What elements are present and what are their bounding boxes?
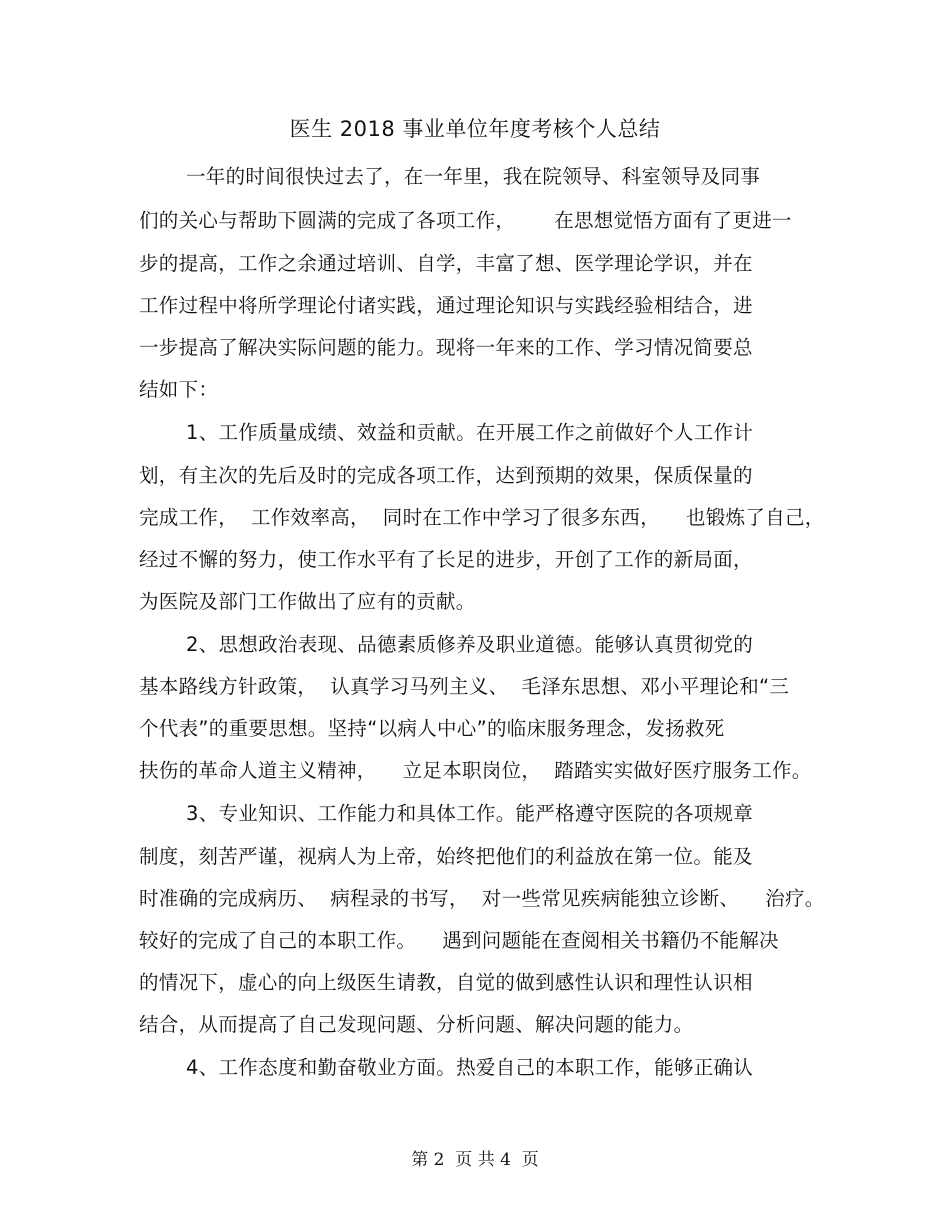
body-line: 的情况下，虚心的向上级医生请教，自觉的做到感性认识和理性认识相 bbox=[139, 971, 753, 994]
body-line: 一步提高了解决实际问题的能力。现将一年来的工作、学习情况简要总 bbox=[139, 336, 753, 359]
body-line: 基本路线方针政策， 认真学习马列主义、 毛泽东思想、邓小平理论和“三 bbox=[139, 675, 790, 698]
body-line: 为医院及部门工作做出了应有的贡献。 bbox=[139, 590, 476, 613]
body-line: 工作过程中将所学理论付诸实践，通过理论知识与实践经验相结合，进 bbox=[139, 294, 753, 317]
body-line: 划，有主次的先后及时的完成各项工作，达到预期的效果，保质保量的 bbox=[139, 464, 753, 487]
body-line: 经过不懈的努力，使工作水平有了长足的进步，开创了工作的新局面， bbox=[139, 548, 753, 571]
body-line: 3、专业知识、工作能力和具体工作。能严格遵守医院的各项规章 bbox=[186, 802, 754, 825]
body-line: 1、工作质量成绩、效益和贡献。在开展工作之前做好个人工作计 bbox=[186, 421, 754, 444]
body-line: 时准确的完成病历、 病程录的书写， 对一些常见疾病能独立诊断、 治疗。 bbox=[139, 887, 825, 910]
body-line: 完成工作， 工作效率高， 同时在工作中学习了很多东西， 也锻炼了自己， bbox=[139, 506, 825, 529]
body-line: 扶伤的革命人道主义精神， 立足本职岗位， 踏踏实实做好医疗服务工作。 bbox=[139, 759, 812, 782]
body-line: 结合，从而提高了自己发现问题、分析问题、解决问题的能力。 bbox=[139, 1013, 694, 1036]
body-line: 4、工作态度和勤奋敬业方面。热爱自己的本职工作，能够正确认 bbox=[186, 1056, 754, 1079]
body-line: 个代表”的重要思想。坚持“以病人中心”的临床服务理念，发扬救死 bbox=[139, 717, 725, 740]
body-line: 一年的时间很快过去了，在一年里，我在院领导、科室领导及同事 bbox=[186, 165, 761, 188]
body-line: 结如下： bbox=[139, 378, 219, 401]
page-number: 第 2 页 共 4 页 bbox=[411, 1150, 539, 1170]
body-line: 们的关心与帮助下圆满的完成了各项工作， 在思想觉悟方面有了更进一 bbox=[139, 209, 792, 232]
body-line: 较好的完成了自己的本职工作。 遇到问题能在查阅相关书籍仍不能解决 bbox=[139, 929, 779, 952]
body-line: 步的提高，工作之余通过培训、自学，丰富了想、医学理论学识，并在 bbox=[139, 252, 753, 275]
body-line: 制度，刻苦严谨，视病人为上帝，始终把他们的利益放在第一位。能及 bbox=[139, 845, 753, 868]
document-title: 医生 2018 事业单位年度考核个人总结 bbox=[289, 117, 661, 141]
body-line: 2、思想政治表现、品德素质修养及职业道德。能够认真贯彻党的 bbox=[186, 633, 754, 656]
